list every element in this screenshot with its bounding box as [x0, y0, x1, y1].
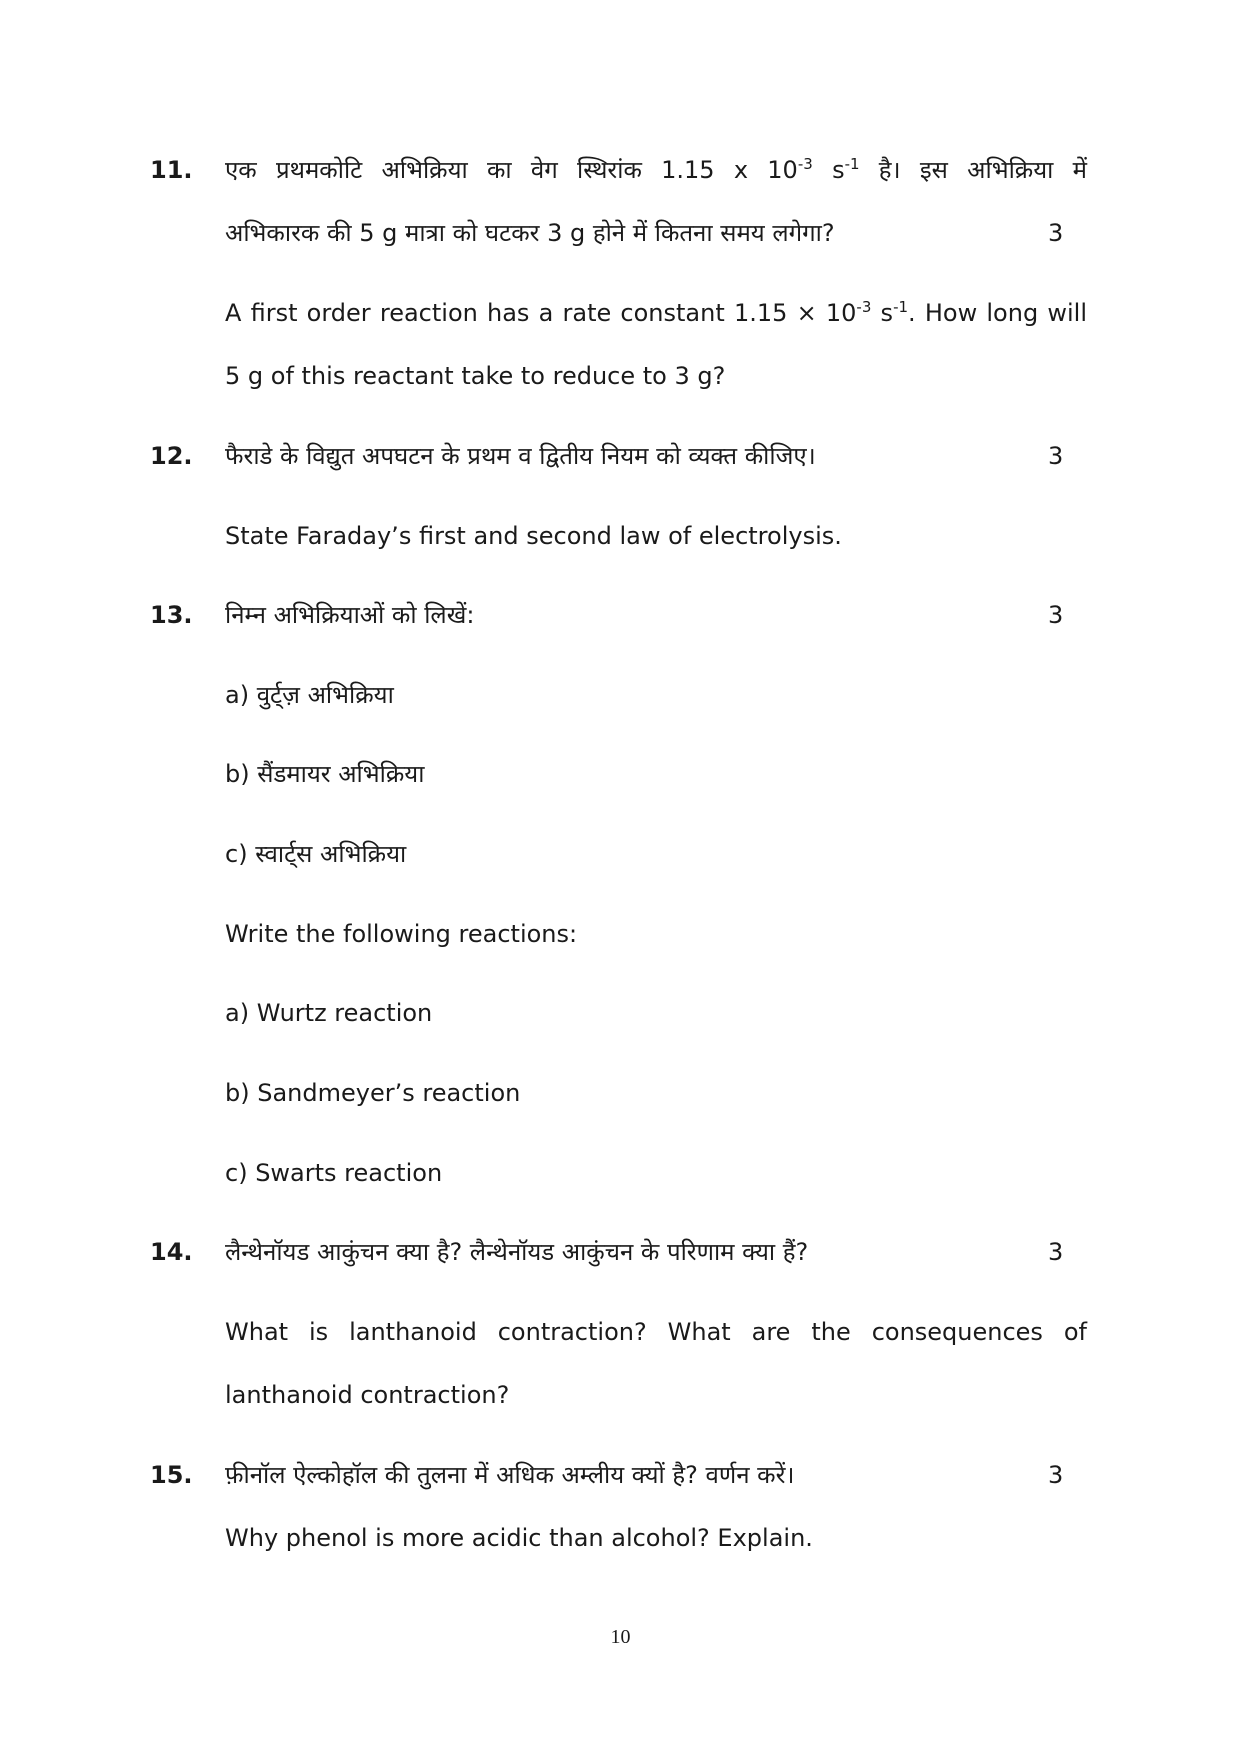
question-13-hindi-option-b: b) सैंडमायर अभिक्रिया: [225, 760, 425, 788]
question-11-english-line-1: A first order reaction has a rate constant $1.15 \times 10^{-3}$ $s^{-1}$. How long will: [225, 298, 1087, 327]
question-15-marks: 3: [1048, 1461, 1064, 1489]
question-13-english-option-c: c) Swarts reaction: [225, 1159, 443, 1187]
question-13-english-option-b: b) Sandmeyer’s reaction: [225, 1079, 521, 1107]
question-11-hindi-line-2: अभिकारक की 5 g मात्रा को घटकर 3 g होने में कितना समय लगेगा?: [225, 219, 835, 247]
question-11-english-line-2: 5 g of this reactant take to reduce to 3 g?: [225, 362, 726, 390]
question-14-english-line-1: What is lanthanoid contraction? What are the consequences of: [225, 1318, 1087, 1346]
question-13-hindi-option-a: a) वुर्ट्ज़ अभिक्रिया: [225, 681, 394, 709]
question-15-hindi: फ़ीनॉल ऐल्कोहॉल की तुलना में अधिक अम्लीय क्यों है? वर्णन करें।: [225, 1461, 795, 1489]
question-12-number: 12.: [150, 442, 193, 470]
question-12-english: State Faraday’s first and second law of electrolysis.: [225, 522, 842, 550]
question-14-hindi: लैन्थेनॉयड आकुंचन क्या है? लैन्थेनॉयड आकुंचन के परिणाम क्या हैं?: [225, 1238, 809, 1266]
question-15-english: Why phenol is more acidic than alcohol? Explain.: [225, 1524, 813, 1552]
question-13-english-option-a: a) Wurtz reaction: [225, 999, 433, 1027]
question-14-number: 14.: [150, 1238, 193, 1266]
question-14-marks: 3: [1048, 1238, 1064, 1266]
question-14-english-line-2: lanthanoid contraction?: [225, 1381, 510, 1409]
question-13-english: Write the following reactions:: [225, 920, 578, 948]
question-12-hindi: फैराडे के विद्युत अपघटन के प्रथम व द्वितीय नियम को व्यक्त कीजिए।: [225, 442, 816, 470]
question-13-hindi-option-c: c) स्वार्ट्स अभिक्रिया: [225, 840, 407, 868]
question-11-hindi-line-1: एक प्रथमकोटि अभिक्रिया का वेग स्थिरांक 1.15 x $10^{-3}$ $s^{-1}$ है। इस अभिक्रिया में: [225, 155, 1087, 184]
question-13-number: 13.: [150, 601, 193, 629]
page-number: 10: [610, 1626, 631, 1648]
question-13-hindi: निम्न अभिक्रियाओं को लिखें:: [225, 601, 475, 629]
question-12-marks: 3: [1048, 442, 1064, 470]
question-11-number: 11.: [150, 156, 193, 184]
question-13-marks: 3: [1048, 601, 1064, 629]
question-15-number: 15.: [150, 1461, 193, 1489]
question-11-marks: 3: [1048, 219, 1064, 247]
